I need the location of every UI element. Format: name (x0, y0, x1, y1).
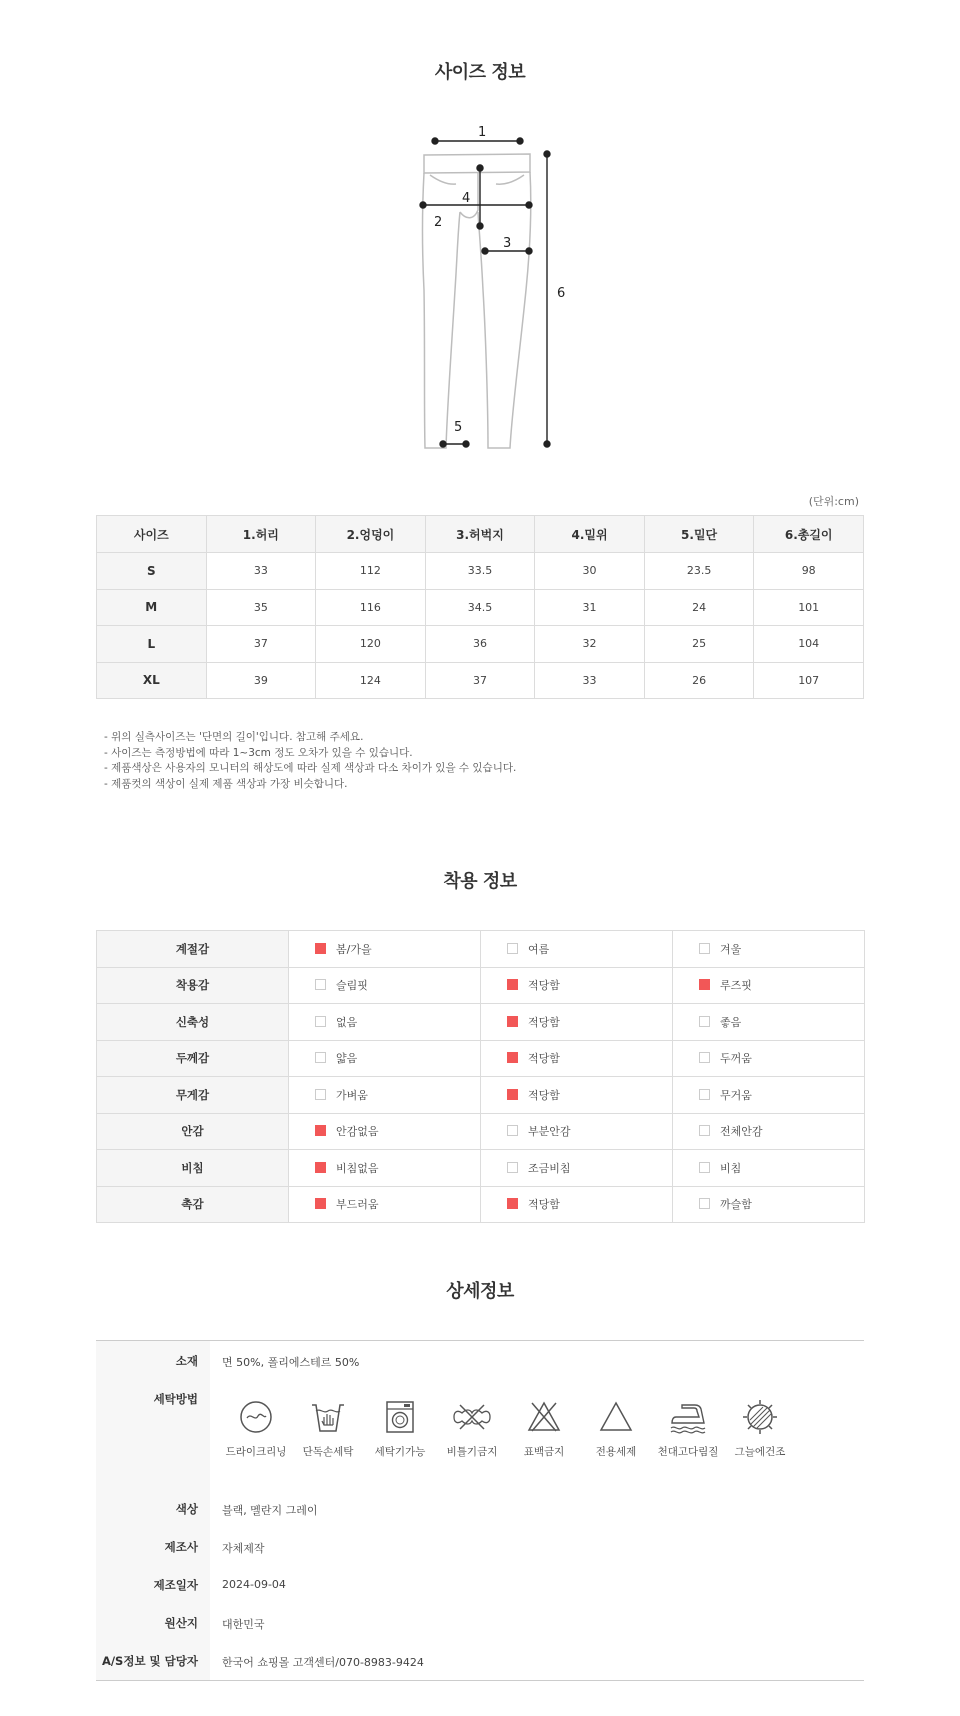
value-cell: 33.5 (425, 553, 535, 590)
care-item (432, 1397, 512, 1459)
unit-label: (단위:cm) (808, 495, 859, 508)
fit-option (673, 967, 865, 1004)
fit-option-label: 적당함 (528, 979, 560, 993)
unchecked-box-icon (507, 1162, 518, 1173)
fit-row-label: 계절감 (97, 931, 289, 968)
fit-option (673, 1186, 865, 1223)
fit-row (97, 931, 865, 968)
fit-option (673, 1150, 865, 1187)
fit-option (481, 1077, 673, 1114)
cloth-iron-icon (668, 1397, 708, 1437)
fit-row (97, 1113, 865, 1150)
care-label-text: 전용세제 (595, 1446, 637, 1458)
fit-option (481, 1150, 673, 1187)
fit-option (289, 1186, 481, 1223)
value-cell: 36 (425, 626, 535, 663)
fit-option (289, 1113, 481, 1150)
care-item (504, 1397, 584, 1459)
checked-box-icon (507, 979, 518, 990)
unchecked-box-icon (699, 1052, 710, 1063)
header-cell: 4.밑위 (535, 516, 645, 553)
table-row (97, 626, 864, 663)
detail-row-origin (96, 1615, 864, 1635)
neutral-detergent-icon (596, 1397, 636, 1437)
fit-option-label: 적당함 (528, 1088, 560, 1102)
value-cell: 24 (644, 589, 754, 626)
value-cell: 104 (754, 626, 864, 663)
fit-option-label: 가벼움 (336, 1088, 368, 1102)
diagram-label-thigh: 3 (503, 236, 512, 251)
date-label: 제조일자 (153, 1578, 198, 1592)
detail-info-table (96, 1340, 864, 1681)
fit-table (96, 930, 865, 1223)
fit-option (481, 931, 673, 968)
care-label-text: 표백금지 (523, 1446, 565, 1458)
detail-row-date (96, 1577, 864, 1597)
checked-box-icon (507, 1052, 518, 1063)
care-item (576, 1397, 656, 1459)
value-cell: 101 (754, 589, 864, 626)
care-item (648, 1397, 728, 1459)
fit-row-label: 무게감 (97, 1077, 289, 1114)
material-value: 면 50%, 폴리에스테르 50% (222, 1356, 360, 1369)
note-item: - 위의 실측사이즈는 '단면의 길이'입니다. 참고해 주세요. (104, 731, 364, 743)
care-label-text: 비틀기금지 (446, 1446, 498, 1458)
value-cell: 33 (206, 553, 316, 590)
detail-row-material (96, 1353, 864, 1373)
fit-option (673, 1113, 865, 1150)
fit-row (97, 1077, 865, 1114)
fit-option (673, 1077, 865, 1114)
no-wring-icon (452, 1397, 492, 1437)
checked-box-icon (315, 1125, 326, 1136)
fit-option-label: 비침없음 (336, 1161, 379, 1175)
size-cell: XL (97, 662, 207, 699)
shade-dry-icon (740, 1397, 780, 1437)
fit-row-label: 안감 (97, 1113, 289, 1150)
diagram-label-hem: 5 (454, 420, 463, 435)
care-label-text: 그늘에건조 (734, 1446, 786, 1458)
unchecked-box-icon (699, 1089, 710, 1100)
fit-option (289, 967, 481, 1004)
fit-option (673, 1004, 865, 1041)
size-cell: M (97, 589, 207, 626)
unchecked-box-icon (315, 1089, 326, 1100)
checked-box-icon (699, 979, 710, 990)
checked-box-icon (315, 1162, 326, 1173)
fit-option-label: 안감없음 (336, 1125, 379, 1139)
diagram-label-rise: 4 (462, 191, 471, 206)
detail-section-title: 상세정보 (446, 1281, 514, 1302)
note-item: - 제품색상은 사용자의 모니터의 해상도에 따라 실제 색상과 다소 차이가 있을 수 있습니다. (104, 762, 517, 774)
fit-option (289, 1040, 481, 1077)
fit-option-label: 전체안감 (720, 1125, 763, 1139)
care-label-text: 드라이크리닝 (225, 1446, 287, 1458)
checked-box-icon (315, 1198, 326, 1209)
fit-option-label: 얇음 (336, 1052, 358, 1066)
fit-option-label: 적당함 (528, 1052, 560, 1066)
size-notes (104, 730, 516, 792)
fit-option (289, 1150, 481, 1187)
fit-option (481, 1004, 673, 1041)
care-item (360, 1397, 440, 1459)
header-cell: 6.총길이 (754, 516, 864, 553)
value-cell: 107 (754, 662, 864, 699)
fit-option-label: 두꺼움 (720, 1052, 752, 1066)
fit-row (97, 1040, 865, 1077)
value-cell: 31 (535, 589, 645, 626)
fit-option-label: 봄/가을 (336, 942, 372, 956)
value-cell: 120 (316, 626, 426, 663)
note-item: - 제품컷의 색상이 실제 제품 색상과 가장 비슷합니다. (104, 777, 348, 790)
fit-option-label: 조금비침 (528, 1161, 571, 1175)
care-item (288, 1397, 368, 1459)
fit-row (97, 1004, 865, 1041)
size-cell: S (97, 553, 207, 590)
fit-option (481, 1186, 673, 1223)
value-cell: 37 (206, 626, 316, 663)
color-label: 색상 (175, 1502, 198, 1516)
date-value: 2024-09-04 (222, 1578, 286, 1591)
detail-row-as (96, 1653, 864, 1673)
value-cell: 34.5 (425, 589, 535, 626)
fit-option-label: 겨울 (720, 942, 742, 956)
as-label: A/S정보 및 담당자 (101, 1654, 198, 1668)
diagram-label-waist: 1 (478, 125, 487, 140)
table-row (97, 589, 864, 626)
header-cell: 2.엉덩이 (316, 516, 426, 553)
fit-option (289, 1077, 481, 1114)
diagram-label-length: 6 (557, 286, 566, 301)
unchecked-box-icon (699, 1162, 710, 1173)
fit-row (97, 967, 865, 1004)
diagram-label-hip: 2 (434, 215, 443, 230)
fit-option (673, 931, 865, 968)
fit-row-label: 촉감 (97, 1186, 289, 1223)
fit-option (481, 1113, 673, 1150)
header-cell: 5.밑단 (644, 516, 754, 553)
fit-option-label: 루즈핏 (720, 979, 752, 993)
table-row (97, 662, 864, 699)
fit-row-label: 착용감 (97, 967, 289, 1004)
hand-wash-icon (308, 1397, 348, 1437)
header-cell: 1.허리 (206, 516, 316, 553)
checked-box-icon (507, 1198, 518, 1209)
value-cell: 25 (644, 626, 754, 663)
fit-option (481, 967, 673, 1004)
fit-option (481, 1040, 673, 1077)
size-cell: L (97, 626, 207, 663)
note-item: - 사이즈는 측정방법에 따라 1~3cm 정도 오차가 있을 수 있습니다. (104, 746, 413, 759)
material-label: 소재 (175, 1354, 198, 1368)
care-item (216, 1397, 296, 1459)
unchecked-box-icon (699, 1198, 710, 1209)
fit-option-label: 슬림핏 (336, 979, 368, 993)
no-bleach-icon (524, 1397, 564, 1437)
unchecked-box-icon (315, 1052, 326, 1063)
fit-option-label: 비침 (720, 1161, 742, 1175)
table-row (97, 553, 864, 590)
care-label-text: 천대고다림질 (657, 1446, 719, 1458)
fit-row (97, 1150, 865, 1187)
maker-value: 자체제작 (222, 1542, 265, 1555)
unchecked-box-icon (507, 1125, 518, 1136)
fit-option-label: 좋음 (720, 1015, 742, 1029)
value-cell: 116 (316, 589, 426, 626)
fit-row-label: 비침 (97, 1150, 289, 1187)
value-cell: 124 (316, 662, 426, 699)
value-cell: 98 (754, 553, 864, 590)
origin-value: 대한민국 (222, 1618, 265, 1631)
size-section-title: 사이즈 정보 (434, 62, 526, 83)
unchecked-box-icon (507, 943, 518, 954)
header-cell: 사이즈 (97, 516, 207, 553)
fit-option-label: 부분안감 (528, 1125, 571, 1139)
fit-option (289, 1004, 481, 1041)
care-item (720, 1397, 800, 1459)
care-label-text: 단독손세탁 (302, 1446, 354, 1458)
value-cell: 39 (206, 662, 316, 699)
maker-label: 제조사 (164, 1540, 198, 1554)
checked-box-icon (507, 1089, 518, 1100)
fit-option-label: 적당함 (528, 1015, 560, 1029)
fit-row-label: 신축성 (97, 1004, 289, 1041)
fit-option-label: 적당함 (528, 1198, 560, 1212)
header-cell: 3.허벅지 (425, 516, 535, 553)
size-table (96, 515, 864, 699)
fit-row (97, 1186, 865, 1223)
value-cell: 32 (535, 626, 645, 663)
fit-option-label: 없음 (336, 1015, 358, 1029)
fit-option (289, 931, 481, 968)
pants-measurement-diagram (400, 120, 580, 460)
unchecked-box-icon (699, 1125, 710, 1136)
origin-label: 원산지 (164, 1616, 198, 1630)
as-value: 한국어 쇼핑몰 고객센터/070-8983-9424 (222, 1656, 424, 1669)
unchecked-box-icon (699, 943, 710, 954)
size-table-header (97, 516, 864, 553)
fit-option (673, 1040, 865, 1077)
detail-row-color (96, 1501, 864, 1521)
fit-option-label: 까슬함 (720, 1198, 752, 1212)
dry-clean-icon (236, 1397, 276, 1437)
unchecked-box-icon (315, 1016, 326, 1027)
unchecked-box-icon (699, 1016, 710, 1027)
value-cell: 33 (535, 662, 645, 699)
washing-machine-icon (380, 1397, 420, 1437)
checked-box-icon (507, 1016, 518, 1027)
checked-box-icon (315, 943, 326, 954)
fit-option-label: 무거움 (720, 1088, 752, 1102)
unchecked-box-icon (315, 979, 326, 990)
value-cell: 23.5 (644, 553, 754, 590)
fit-section-title: 착용 정보 (443, 871, 517, 892)
fit-row-label: 두께감 (97, 1040, 289, 1077)
fit-option-label: 여름 (528, 942, 550, 956)
care-label-text: 세탁기가능 (374, 1446, 426, 1458)
color-value: 블랙, 멜란지 그레이 (222, 1504, 318, 1517)
value-cell: 35 (206, 589, 316, 626)
value-cell: 30 (535, 553, 645, 590)
detail-row-maker (96, 1539, 864, 1559)
value-cell: 112 (316, 553, 426, 590)
value-cell: 26 (644, 662, 754, 699)
care-label: 세탁방법 (153, 1392, 198, 1406)
value-cell: 37 (425, 662, 535, 699)
fit-option-label: 부드러움 (336, 1198, 379, 1212)
